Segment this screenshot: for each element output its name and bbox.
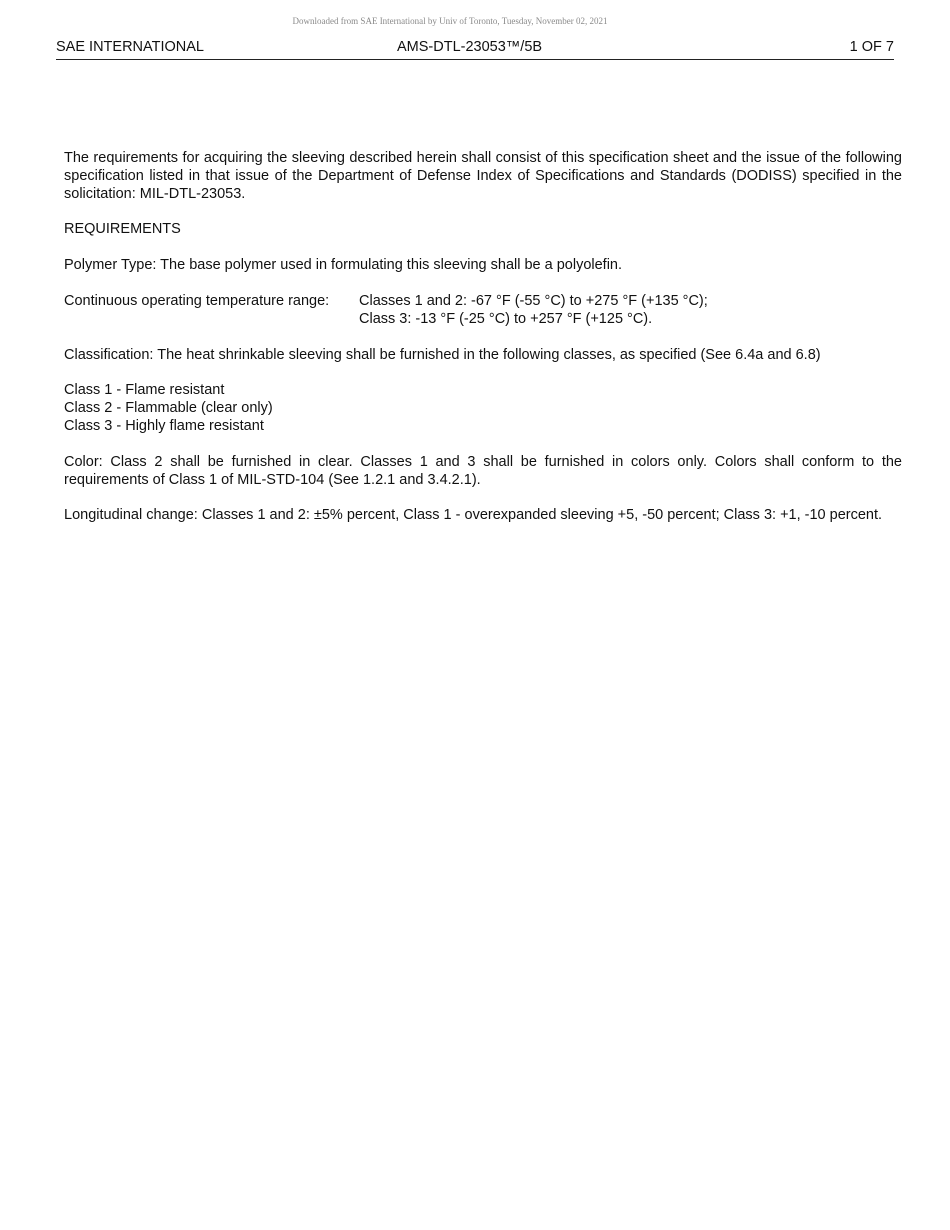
classification-paragraph: Classification: The heat shrinkable sleeving shall be furnished in the following classes, as specified (See 6.4a and 6.8) [64, 346, 821, 363]
document-body [64, 150, 902, 543]
class-list-item: Class 1 - Flame resistant [64, 382, 225, 399]
color-paragraph: Color: Class 2 shall be furnished in clear. Classes 1 and 3 shall be furnished in colors only. Colors shall conform to the requirements of Class 1 of MIL-STD-104 (See 1.2.1 and 3.4.2.1). [64, 453, 902, 488]
temperature-values [359, 293, 902, 329]
class-list-item: Class 3 - Highly flame resistant [64, 417, 264, 434]
publisher-name: SAE INTERNATIONAL [56, 39, 204, 55]
download-banner: Downloaded from SAE International by Univ of Toronto, Tuesday, November 02, 2021 [292, 16, 608, 26]
temperature-class-3: Class 3: -13 °F (-25 °C) to +257 °F (+125 °C). [359, 310, 653, 327]
longitudinal-change-paragraph: Longitudinal change: Classes 1 and 2: ±5% percent, Class 1 - overexpanded sleeving +5, -50 percent; Class 3: +1, -10 percent. [64, 507, 883, 524]
polymer-type-paragraph: Polymer Type: The base polymer used in formulating this sleeving shall be a polyolefin. [64, 257, 623, 274]
class-list [64, 382, 902, 435]
temperature-label: Continuous operating temperature range: [64, 292, 330, 309]
class-list-item: Class 2 - Flammable (clear only) [64, 400, 273, 417]
temperature-range [64, 293, 902, 329]
document-number: AMS-DTL-23053™/5B [397, 39, 543, 55]
temperature-classes-1-2: Classes 1 and 2: -67 °F (-55 °C) to +275 °F (+135 °C); [359, 292, 708, 309]
intro-paragraph: The requirements for acquiring the sleeving described herein shall consist of this specification sheet and the issue of the following specification listed in that issue of the Department of Defense Index of Specifications and Standards (DODISS) specified in the solicitation: MIL-DTL-23053. [64, 150, 902, 202]
page-number: 1 OF 7 [849, 39, 894, 55]
requirements-heading: REQUIREMENTS [64, 221, 181, 238]
page-header [56, 39, 894, 60]
